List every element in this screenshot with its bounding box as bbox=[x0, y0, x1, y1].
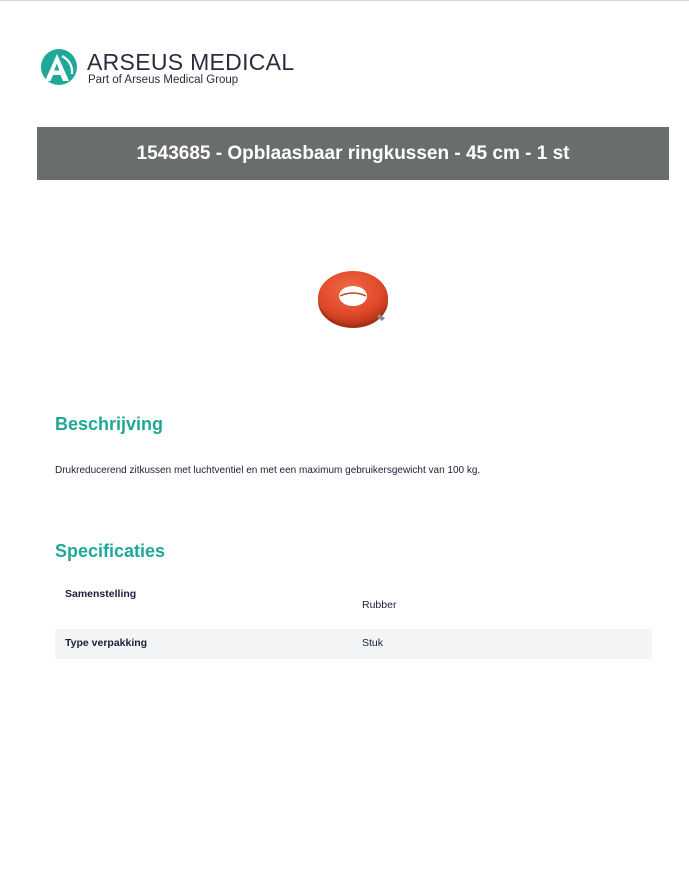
brand-name: ARSEUS MEDICAL bbox=[87, 49, 295, 75]
spec-label: Samenstelling bbox=[65, 588, 137, 600]
specifications-heading: Specificaties bbox=[55, 541, 166, 561]
arseus-logo-icon bbox=[40, 48, 78, 86]
spec-value: Stuk bbox=[362, 637, 384, 649]
spec-row-samenstelling bbox=[55, 580, 652, 629]
spec-row-type-verpakking bbox=[55, 629, 652, 659]
specifications-table bbox=[55, 580, 652, 659]
brand-logo bbox=[40, 48, 295, 90]
description-heading: Beschrijving bbox=[55, 414, 164, 434]
spec-label: Type verpakking bbox=[65, 637, 148, 649]
brand-subtitle: Part of Arseus Medical Group bbox=[88, 74, 239, 86]
description-text: Drukreducerend zitkussen met luchtventiel en met een maximum gebruikersgewicht van 100 kg. bbox=[55, 465, 481, 476]
spec-value: Rubber bbox=[362, 599, 397, 611]
top-divider bbox=[0, 0, 689, 1]
product-image bbox=[310, 266, 396, 332]
product-title-bar bbox=[37, 127, 669, 180]
product-title: 1543685 - Opblaasbaar ringkussen - 45 cm - 1 st bbox=[136, 142, 570, 164]
